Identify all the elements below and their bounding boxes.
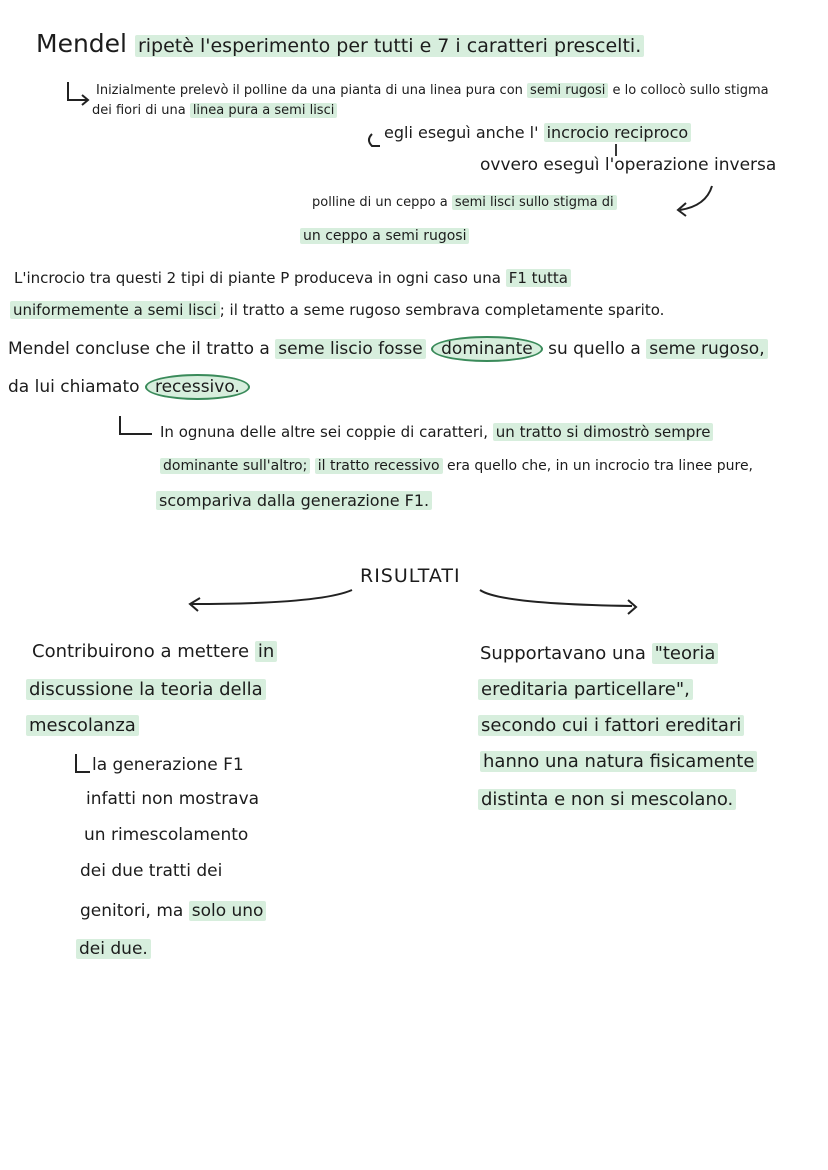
line-14 xyxy=(156,492,432,510)
line-14-a: scompariva dalla generazione F1. xyxy=(156,491,432,510)
right-line-2-text: ereditaria particellare", xyxy=(478,679,693,700)
branch-left xyxy=(192,590,352,604)
recessivo-circled: recessivo. xyxy=(145,374,250,400)
line-1 xyxy=(36,30,644,59)
left-sub-2: infatti non mostrava xyxy=(86,789,260,809)
line-9-b: ; il tratto a seme rugoso sembrava completamente sparito. xyxy=(219,301,665,319)
line-5-a: ovvero eseguì l'operazione inversa xyxy=(480,155,777,175)
line-8-a: L'incrocio tra questi 2 tipi di piante P produceva in ogni caso una xyxy=(14,269,501,287)
line-3 xyxy=(92,104,337,119)
hook-arrow-2 xyxy=(369,134,380,146)
left-line-1 xyxy=(32,642,277,663)
right-line-1 xyxy=(480,644,718,665)
line-4-a: egli eseguì anche l' xyxy=(384,123,539,142)
left-line-2-text: discussione la teoria della xyxy=(26,679,266,700)
left-sub-1: la generazione F1 xyxy=(92,755,244,775)
line-7 xyxy=(300,228,469,244)
right-line-3 xyxy=(478,716,744,737)
left-sub-6 xyxy=(76,940,151,960)
right-line-1-a: Supportavano una xyxy=(480,643,646,664)
line-10-a: Mendel concluse che il tratto a xyxy=(8,339,270,359)
results-title: RISULTATI xyxy=(360,565,461,587)
right-line-4-text: hanno una natura fisicamente xyxy=(480,751,757,772)
line-4-b: incrocio reciproco xyxy=(544,123,692,142)
left-sub-5 xyxy=(80,902,266,922)
line-12 xyxy=(160,424,713,441)
left-line-3 xyxy=(26,716,139,737)
line-2-a: Inizialmente prelevò il polline da una pianta di una linea pura con xyxy=(96,83,523,98)
right-line-1-b: "teoria xyxy=(652,643,719,664)
left-sub-3: un rimescolamento xyxy=(84,825,249,845)
left-line-1-a: Contribuirono a mettere xyxy=(32,641,250,662)
right-line-5 xyxy=(478,790,736,811)
line-13 xyxy=(160,458,753,474)
branch-right xyxy=(480,590,632,606)
line-6-a: polline di un ceppo a xyxy=(312,195,448,210)
line-10 xyxy=(8,340,768,360)
line-2-b: semi rugosi xyxy=(527,83,608,98)
line-11-a: da lui chiamato xyxy=(8,377,140,397)
line-12-a: In ognuna delle altre sei coppie di caratteri, xyxy=(160,423,488,441)
left-sub-5-a: genitori, ma xyxy=(80,901,184,921)
left-sub-6-text: dei due. xyxy=(76,939,151,959)
hook-arrow-1 xyxy=(68,82,88,100)
line-6-b: semi lisci sullo stigma di xyxy=(452,195,617,210)
line-3-a: dei fiori di una xyxy=(92,103,186,118)
line-2-c: e lo collocò sullo stigma xyxy=(612,83,769,98)
line-13-a: dominante sull'altro; xyxy=(160,458,310,474)
line-1-b: ripetè l'esperimento per tutti e 7 i caratteri prescelti. xyxy=(135,35,644,57)
line-4 xyxy=(384,124,691,142)
left-line-1-b: in xyxy=(255,641,277,662)
line-6 xyxy=(312,196,617,211)
left-sub-5-b: solo uno xyxy=(189,901,267,921)
left-line-3-text: mescolanza xyxy=(26,715,139,736)
line-8-b: F1 tutta xyxy=(506,269,571,287)
line-9-a: uniformemente a semi lisci xyxy=(10,301,220,319)
hook-arrow-3 xyxy=(120,416,152,434)
dominante-circled: dominante xyxy=(431,336,543,362)
line-10-d: su quello a xyxy=(548,339,641,359)
line-9 xyxy=(10,302,664,319)
line-13-c: era quello che, in un incrocio tra linee pure, xyxy=(447,458,754,474)
hook-arrow-4 xyxy=(76,754,90,772)
curved-arrow xyxy=(680,186,712,210)
line-13-b: il tratto recessivo xyxy=(315,458,443,474)
line-1-a: Mendel xyxy=(36,29,127,58)
line-10-e: seme rugoso, xyxy=(646,339,767,359)
line-3-b: linea pura a semi lisci xyxy=(190,103,338,118)
left-line-2 xyxy=(26,680,266,701)
right-line-4 xyxy=(480,752,757,773)
line-7-a: un ceppo a semi rugosi xyxy=(300,228,469,244)
right-line-3-text: secondo cui i fattori ereditari xyxy=(478,715,744,736)
line-12-b: un tratto si dimostrò sempre xyxy=(493,423,714,441)
right-line-2 xyxy=(478,680,693,701)
right-line-5-text: distinta e non si mescolano. xyxy=(478,789,736,810)
line-5 xyxy=(480,156,776,176)
line-2 xyxy=(96,84,769,99)
line-10-b: seme liscio fosse xyxy=(275,339,425,359)
line-11 xyxy=(8,378,250,398)
line-8 xyxy=(14,270,571,287)
left-sub-4: dei due tratti dei xyxy=(80,861,223,881)
